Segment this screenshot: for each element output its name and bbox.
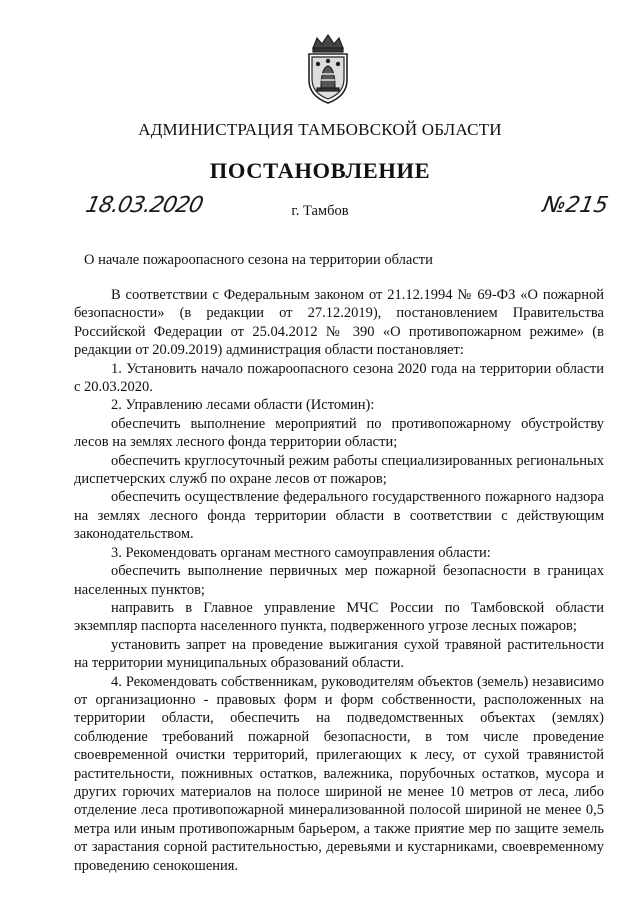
paragraph-item-3c: установить запрет на проведение выжигания сухой травяной растительности на территории муниципальных образований области. [74, 636, 604, 672]
document-date-handwritten: 18.03.2020 [83, 193, 205, 218]
paragraph-item-2b: обеспечить круглосуточный режим работы специализированных региональных диспетчерских служб по охране лесов от пожаров; [74, 452, 604, 488]
document-subject: О начале пожароопасного сезона на территории области [84, 252, 433, 268]
paragraph-item-1: 1. Установить начало пожароопасного сезона 2020 года на территории области с 20.03.2020. [74, 360, 604, 396]
document-city: г. Тамбов [291, 203, 349, 219]
paragraph-item-2a: обеспечить выполнение мероприятий по противопожарному обустройству лесов на землях лесного фонда территории области; [74, 415, 604, 451]
organization-name: АДМИНИСТРАЦИЯ ТАМБОВСКОЙ ОБЛАСТИ [138, 120, 502, 139]
document-type-title: ПОСТАНОВЛЕНИЕ [209, 158, 431, 183]
paragraph-item-4: 4. Рекомендовать собственникам, руководителям объектов (земель) независимо от организационно - правовых форм и форм собственности, расположенных на территории области, обеспечить на подведомственных объектах (землях) соблюдение требований пожарной безопасности, в том числе проведение своевременной очистки территорий, прилегающих к лесу, от сухой травянистой растительности, пожнивных остатков, валежника, порубочных остатков, мусора и других горючих материалов на полосе шириной не менее 10 метров от леса, либо отделение леса противопожарной минерализованной полосой шириной не менее 0,5 метра или иным противопожарным барьером, а также приятие мер по защите земель от зарастания сорной растительностью, деревьями и кустарниками, своевременному проведению сенокошения. [74, 673, 604, 874]
paragraph-item-3a: обеспечить выполнение первичных мер пожарной безопасности в границах населенных пунктов; [74, 563, 604, 598]
paragraph-item-3b: направить в Главное управление МЧС России по Тамбовской области экземпляр паспорта населенного пункта, подверженного угрозе лесных пожаров; [74, 599, 604, 635]
document-body [74, 286, 604, 875]
paragraph-preamble: В соответствии с Федеральным законом от 21.12.1994 № 69-ФЗ «О пожарной безопасности» (в редакции от 27.12.2019), постановлением Правительства Российской Федерации от 25.04.2012 № 390 «О противопожарном режиме» (в редакции от 20.09.2019) администрация области постановляет: [74, 287, 604, 359]
paragraph-item-3: 3. Рекомендовать органам местного самоуправления области: [111, 544, 491, 561]
paragraph-item-2c: обеспечить осуществление федерального государственного пожарного надзора на землях лесного фонда территории области в соответствии с действующим законодательством. [74, 489, 604, 543]
paragraph-item-2: 2. Управлению лесами области (Истомин): [111, 397, 375, 414]
document-number-handwritten: №215 [540, 193, 611, 218]
coat-of-arms-icon [295, 32, 361, 106]
